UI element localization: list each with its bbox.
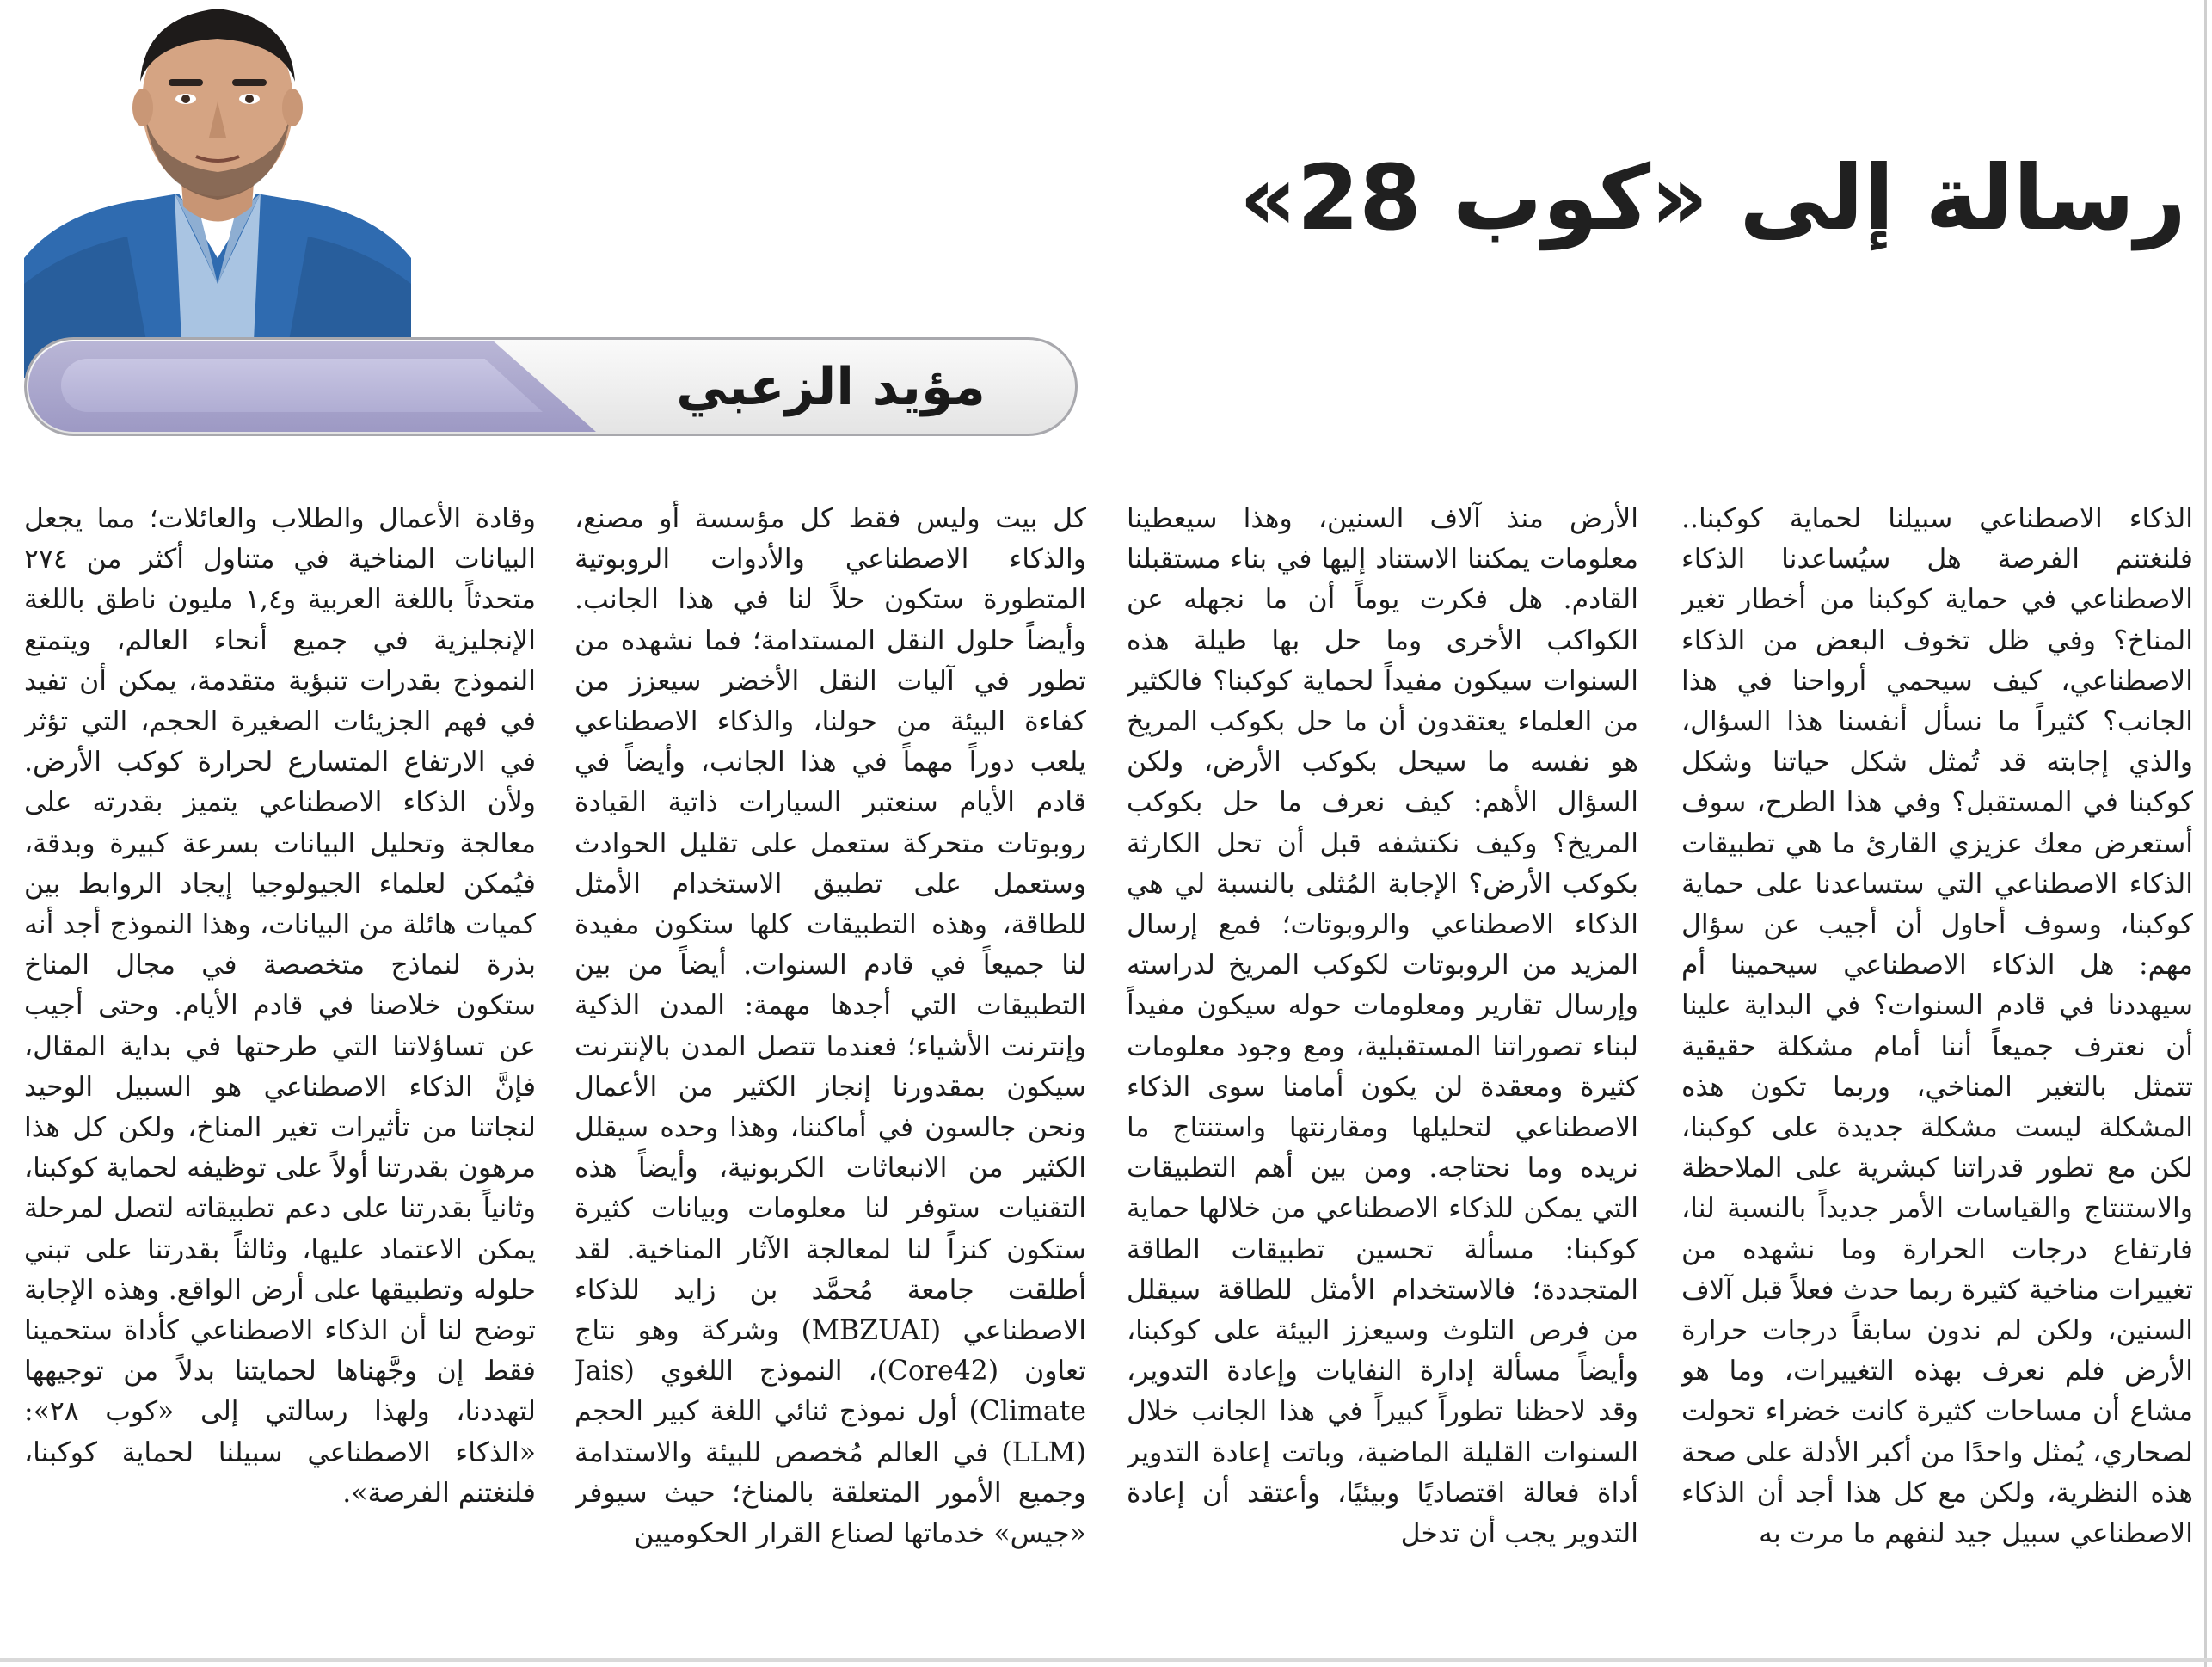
page-bottom-rule bbox=[0, 1658, 2212, 1662]
article-column-3 bbox=[575, 499, 1086, 1652]
author-name: مؤيد الزعبي bbox=[676, 356, 986, 417]
author-banner bbox=[24, 337, 1078, 436]
banner-accent-inner bbox=[61, 359, 543, 412]
article-column-2 bbox=[1127, 499, 1638, 1652]
author-photo bbox=[24, 0, 411, 378]
column-text: وقادة الأعمال والطلاب والعائلات؛ مما يجعل البيانات المناخية في متناول أكثر من ٢٧٤ متحدثاً باللغة العربية و١,٤ مليون ناطق باللغة الإنجليزية في جميع أنحاء العالم، ويتمتع النموذج بقدرات تنبؤية متقدمة، يمكن أن تفيد في فهم الجزيئات الصغيرة الحجم، التي تؤثر في الارتفاع المتسارع لحرارة كوكب الأرض. ولأن الذكاء الاصطناعي يتميز بقدرته على معالجة وتحليل البيانات بسرعة كبيرة وبدقة، فيُمكن لعلماء الجيولوجيا إيجاد الروابط بين كميات هائلة من البيانات، وهذا النموذج أجد أنه بذرة لنماذج متخصصة في مجال المناخ ستكون خلاصنا في قادم الأيام. وحتى أجيب عن تساؤلاتنا التي طرحتها في بداية المقال، فإنَّ الذكاء الاصطناعي هو السبيل الوحيد لنجاتنا من تأثيرات تغير المناخ، ولكن كل هذا مرهون بقدرتنا أولاً على توظيفه لحماية كوكبنا، وثانياً بقدرتنا على دعم تطبيقاته لتصل لمرحلة يمكن الاعتماد عليها، وثالثاً بقدرتنا على تبني حلوله وتطبيقها على أرض الواقع. وهذه الإجابة توضح لنا أن الذكاء الاصطناعي كأداة ستحمينا فقط إن وجَّهناها لحمايتنا بدلاً من توجيهها لتهددنا، ولهذا رسالتي إلى «كوب ٢٨»: «الذكاء الاصطناعي سبيلنا لحماية كوكبنا، فلنغتنم الفرصة». bbox=[24, 503, 536, 1509]
article-column-4 bbox=[24, 499, 536, 1652]
column-text: الأرض منذ آلاف السنين، وهذا سيعطينا معلومات يمكننا الاستناد إليها في بناء مستقبلنا القادم. هل فكرت يوماً أن ما نجهله عن الكواكب الأخرى وما حل بها طيلة هذه السنوات سيكون مفيداً لحماية كوكبنا؟ فالكثير من العلماء يعتقدون أن ما حل بكوكب المريخ هو نفسه ما سيحل بكوكب الأرض، ولكن السؤال الأهم: كيف نعرف ما حل بكوكب المريخ؟ وكيف نكتشفه قبل أن تحل الكارثة بكوكب الأرض؟ الإجابة المُثلى بالنسبة لي هي الذكاء الاصطناعي والروبوتات؛ فمع إرسال المزيد من الروبوتات لكوكب المريخ لدراسته وإرسال تقارير ومعلومات حوله سيكون مفيداً لبناء تصوراتنا المستقبلية، ومع وجود معلومات كثيرة ومعقدة لن يكون أمامنا سوى الذكاء الاصطناعي لتحليلها ومقارنتها واستنتاج ما نريده وما نحتاجه. ومن بين أهم التطبيقات التي يمكن للذكاء الاصطناعي من خلالها حماية كوكبنا: مسألة تحسين تطبيقات الطاقة المتجددة؛ فالاستخدام الأمثل للطاقة سيقلل من فرص التلوث وسيعزز البيئة على كوكبنا، وأيضاً مسألة إدارة النفايات وإعادة التدوير، وقد لاحظنا تطوراً كبيراً في هذا الجانب خلال السنوات القليلة الماضية، وباتت إعادة التدوير أداة فعالة اقتصاديًا وبيئيًا، وأعتقد أن إعادة التدوير يجب أن تدخل bbox=[1127, 503, 1638, 1550]
column-text: الذكاء الاصطناعي سبيلنا لحماية كوكبنا.. فلنغتنم الفرصة هل سيُساعدنا الذكاء الاصطناعي في حماية كوكبنا من أخطار تغير المناخ؟ وفي ظل تخوف البعض من الذكاء الاصطناعي، كيف سيحمي أرواحنا في هذا الجانب؟ كثيراً ما نسأل أنفسنا هذا السؤال، والذي إجابته قد تُمثل شكل حياتنا وشكل كوكبنا في المستقبل؟ وفي هذا الطرح، سوف أستعرض معك عزيزي القارئ ما هي تطبيقات الذكاء الاصطناعي التي ستساعدنا على حماية كوكبنا، وسوف أحاول أن أجيب عن سؤال مهم: هل الذكاء الاصطناعي سيحمينا أم سيهددنا في قادم السنوات؟ في البداية علينا أن نعترف جميعاً أننا أمام مشكلة حقيقية تتمثل بالتغير المناخي، وربما تكون هذه المشكلة ليست مشكلة جديدة على كوكبنا، لكن مع تطور قدراتنا كبشرية على الملاحظة والاستنتاج والقياسات الأمر جديداً بالنسبة لنا، فارتفاع درجات الحرارة وما نشهده من تغييرات مناخية كثيرة ربما حدث فعلاً قبل آلاف السنين، ولكن لم ندون سابقاً درجات حرارة الأرض فلم نعرف بهذه التغييرات، وما هو مشاع أن مساحات كثيرة كانت خضراء تحولت لصحاري، يُمثل واحدًا من أكبر الأدلة على صحة هذه النظرية، ولكن مع كل هذا أجد أن الذكاء الاصطناعي سبيل جيد لنفهم ما مرت به bbox=[1681, 503, 2193, 1550]
page-edge-rule bbox=[2204, 0, 2207, 1667]
column-text: كل بيت وليس فقط كل مؤسسة أو مصنع، والذكاء الاصطناعي والأدوات الروبوتية المتطورة ستكون حلاً لنا في هذا الجانب. وأيضاً حلول النقل المستدامة؛ فما نشهده من تطور في آليات النقل الأخضر سيعزز من كفاءة البيئة من حولنا، والذكاء الاصطناعي يلعب دوراً مهماً في هذا الجانب، وأيضاً في قادم الأيام سنعتبر السيارات ذاتية القيادة روبوتات متحركة ستعمل على تقليل الحوادث وستعمل على تطبيق الاستخدام الأمثل للطاقة، وهذه التطبيقات كلها ستكون مفيدة لنا جميعاً في قادم السنوات. أيضاً من بين التطبيقات التي أجدها مهمة: المدن الذكية وإنترنت الأشياء؛ فعندما تتصل المدن بالإنترنت سيكون بمقدورنا إنجاز الكثير من الأعمال ونحن جالسون في أماكننا، وهذا وحده سيقلل الكثير من الانبعاثات الكربونية، وأيضاً هذه التقنيات ستوفر لنا معلومات وبيانات كثيرة ستكون كنزاً لنا لمعالجة الآثار المناخية. لقد أطلقت جامعة مُحمَّد بن زايد للذكاء الاصطناعي (MBZUAI) وشركة وهو نتاج تعاون (Core42)، النموذج اللغوي (Jais Climate) أول نموذج ثنائي اللغة كبير الحجم (LLM) في العالم مُخصص للبيئة والاستدامة وجميع الأمور المتعلقة بالمناخ؛ حيث سيوفر «جيس» خدماتها لصناع القرار الحكوميين bbox=[575, 503, 1086, 1550]
article-title: رسالة إلى «كوب 28» bbox=[1238, 145, 2186, 250]
article-column-1 bbox=[1681, 499, 2193, 1652]
